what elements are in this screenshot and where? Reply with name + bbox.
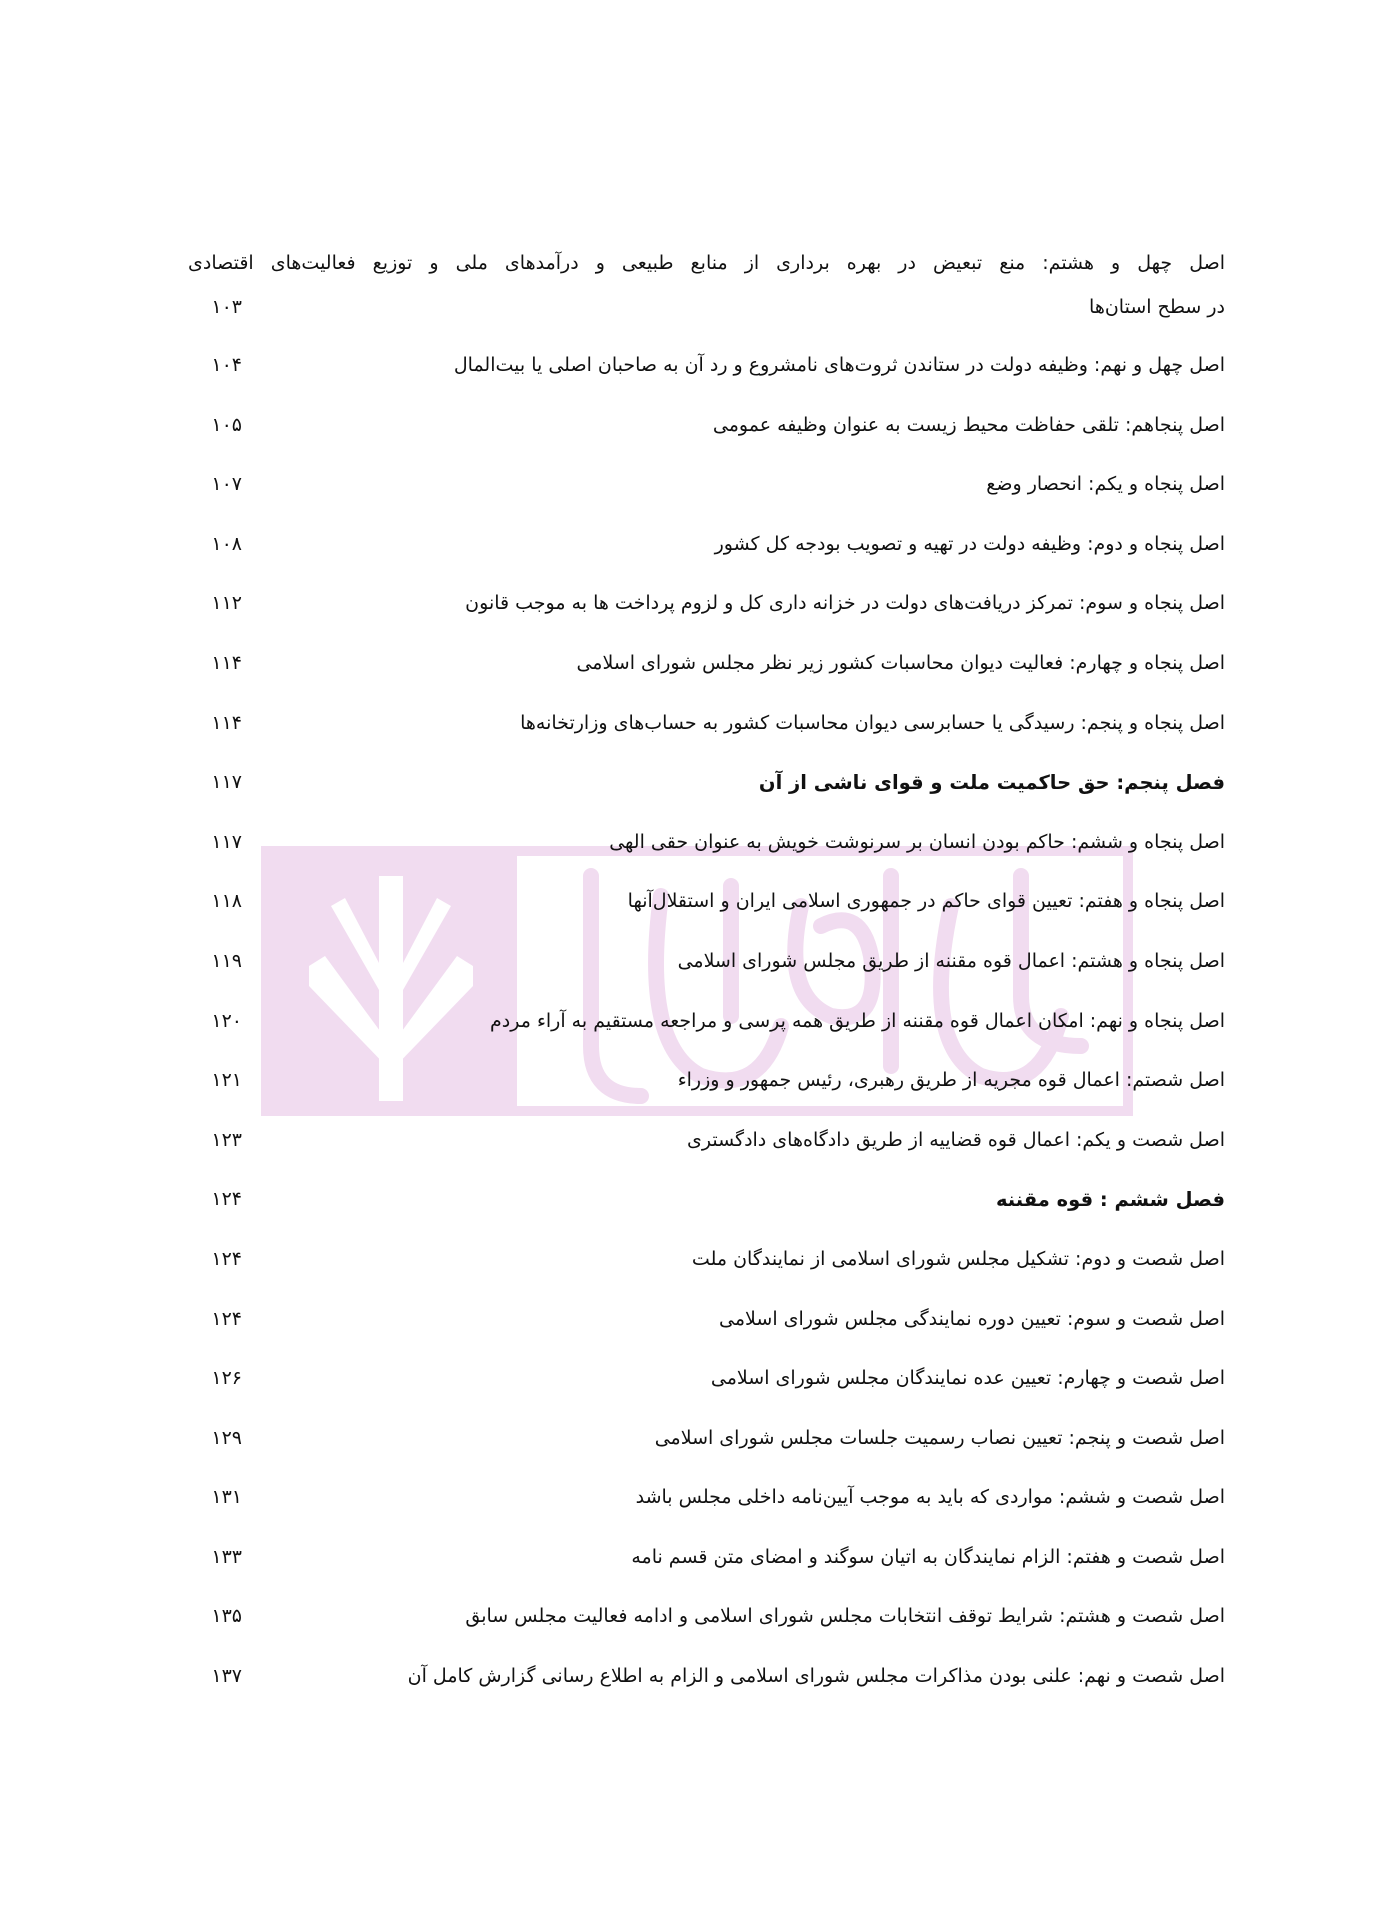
toc-page-number: ۱۱۹ bbox=[211, 949, 242, 972]
toc-entry-title: فصل ششم : قوه مقننه bbox=[995, 1188, 1225, 1212]
toc-entry-title: اصل شصت و یکم: اعمال قوه قضاییه از طریق دادگاه‌های دادگستری bbox=[686, 1128, 1225, 1151]
toc-entry[interactable] bbox=[188, 241, 1225, 329]
toc-page-number: ۱۳۵ bbox=[211, 1605, 242, 1628]
toc-page-number: ۱۲۴ bbox=[211, 1247, 242, 1270]
toc-entry[interactable] bbox=[188, 1230, 1225, 1290]
toc-page-number: ۱۳۱ bbox=[211, 1486, 242, 1509]
toc-page-number: ۱۲۱ bbox=[211, 1069, 242, 1092]
toc-entry-title-line2: در سطح استان‌ها bbox=[1089, 296, 1225, 318]
toc-entry-title: اصل شصت و نهم: علنی بودن مذاکرات مجلس شورای اسلامی و الزام به اطلاع رسانی گزارش کامل آن bbox=[407, 1665, 1225, 1688]
toc-entry[interactable] bbox=[188, 694, 1225, 754]
toc-page-number: ۱۲۶ bbox=[211, 1367, 242, 1390]
toc-page-number: ۱۱۴ bbox=[211, 651, 242, 674]
toc-entry[interactable] bbox=[188, 1587, 1225, 1647]
toc-entry-title: اصل شصتم: اعمال قوه مجریه از طریق رهبری، رئیس جمهور و وزراء bbox=[677, 1069, 1225, 1092]
toc-entry-title: اصل پنجاهم: تلقی حفاظت محیط زیست به عنوان وظیفه عمومی bbox=[712, 413, 1225, 436]
toc-entry-title: اصل پنجاه و نهم: امکان اعمال قوه مقننه از طریق همه پرسی و مراجعه مستقیم به آراء مردم bbox=[490, 1009, 1225, 1032]
toc-entry-title: اصل شصت و سوم: تعیین دوره نمایندگی مجلس شورای اسلامی bbox=[719, 1307, 1225, 1330]
toc-entry-title: اصل شصت و دوم: تشکیل مجلس شورای اسلامی از نمایندگان ملت bbox=[691, 1247, 1225, 1270]
toc-entry[interactable] bbox=[188, 574, 1225, 634]
toc-page-number: ۱۲۴ bbox=[211, 1307, 242, 1330]
toc-entry-title: فصل پنجم: حق حاکمیت ملت و قوای ناشی از آن bbox=[758, 771, 1225, 795]
toc-entry[interactable] bbox=[188, 813, 1225, 873]
toc-page-number: ۱۲۳ bbox=[211, 1128, 242, 1151]
toc-entry[interactable] bbox=[188, 396, 1225, 456]
toc-entry-title: اصل پنجاه و یکم: انحصار وضع bbox=[986, 473, 1225, 496]
toc-entry[interactable] bbox=[188, 992, 1225, 1052]
toc-page-number: ۱۲۹ bbox=[211, 1426, 242, 1449]
toc-entry[interactable] bbox=[188, 1349, 1225, 1409]
toc-page-number: ۱۳۳ bbox=[211, 1545, 242, 1568]
toc-page-number: ۱۰۵ bbox=[211, 413, 242, 436]
toc-entry[interactable] bbox=[188, 1647, 1225, 1707]
toc-entry[interactable] bbox=[188, 336, 1225, 396]
toc-entry-title: اصل چهل و نهم: وظیفه دولت در ستاندن ثروت‌های نامشروع و رد آن به صاحبان اصلی یا بیت‌المال bbox=[453, 354, 1225, 376]
toc-entry-title: اصل شصت و ششم: مواردی که باید به موجب آیین‌نامه داخلی مجلس باشد bbox=[635, 1486, 1225, 1509]
toc-entry-title: اصل پنجاه و ششم: حاکم بودن انسان بر سرنوشت خویش به عنوان حقی الهی bbox=[609, 830, 1225, 853]
toc-entry[interactable] bbox=[188, 1409, 1225, 1469]
toc-entry-title: اصل شصت و هشتم: شرایط توقف انتخابات مجلس شورای اسلامی و ادامه فعالیت مجلس سابق bbox=[465, 1605, 1225, 1628]
toc-page-number: ۱۳۷ bbox=[211, 1665, 242, 1688]
toc-entry-title: اصل شصت و هفتم: الزام نمایندگان به اتیان سوگند و امضای متن قسم نامه bbox=[631, 1545, 1225, 1568]
toc-entry[interactable] bbox=[188, 1290, 1225, 1350]
toc-page-number: ۱۰۴ bbox=[211, 354, 242, 376]
toc-entry[interactable] bbox=[188, 1468, 1225, 1528]
toc-page-number: ۱۱۷ bbox=[211, 830, 242, 853]
toc-entry[interactable] bbox=[188, 515, 1225, 575]
toc-chapter-heading[interactable] bbox=[188, 753, 1225, 813]
toc-entry[interactable] bbox=[188, 634, 1225, 694]
toc-entry[interactable] bbox=[188, 1528, 1225, 1588]
toc-entry-title: اصل شصت و پنجم: تعیین نصاب رسمیت جلسات مجلس شورای اسلامی bbox=[654, 1426, 1225, 1449]
toc-entry-title: اصل پنجاه و سوم: تمرکز دریافت‌های دولت در خزانه داری کل و لزوم پرداخت ها به موجب قانون bbox=[465, 592, 1225, 615]
toc-chapter-heading[interactable] bbox=[188, 1170, 1225, 1230]
toc-page-number: ۱۰۳ bbox=[211, 296, 242, 318]
toc-page-number: ۱۰۷ bbox=[211, 473, 242, 496]
toc-page-number: ۱۲۴ bbox=[211, 1188, 242, 1211]
toc-page-number: ۱۱۸ bbox=[211, 890, 242, 913]
toc-entry[interactable] bbox=[188, 455, 1225, 515]
toc-entry-title: اصل شصت و چهارم: تعیین عده نمایندگان مجلس شورای اسلامی bbox=[710, 1367, 1225, 1390]
toc-entry[interactable] bbox=[188, 1051, 1225, 1111]
toc-entry[interactable] bbox=[188, 872, 1225, 932]
toc-entry-title: اصل پنجاه و پنجم: رسیدگی یا حسابرسی دیوان محاسبات کشور به حساب‌های وزارتخانه‌ها bbox=[520, 711, 1225, 734]
toc-entry-title: اصل پنجاه و چهارم: فعالیت دیوان محاسبات کشور زیر نظر مجلس شورای اسلامی bbox=[576, 651, 1225, 674]
toc-page-number: ۱۱۷ bbox=[211, 771, 242, 794]
table-of-contents bbox=[188, 241, 1225, 1707]
toc-page-number: ۱۲۰ bbox=[211, 1009, 242, 1032]
toc-page-number: ۱۰۸ bbox=[211, 532, 242, 555]
toc-entry-title: اصل پنجاه و دوم: وظیفه دولت در تهیه و تصویب بودجه کل کشور bbox=[714, 532, 1225, 555]
toc-entry[interactable] bbox=[188, 1111, 1225, 1171]
toc-entry-title: اصل پنجاه و هشتم: اعمال قوه مقننه از طریق مجلس شورای اسلامی bbox=[677, 949, 1225, 972]
toc-entry-title-line1: اصل چهل و هشتم: منع تبعیض در بهره برداری از منابع طبیعی و درآمدهای ملی و توزیع فعالیت‌های اقتصادی bbox=[188, 252, 1225, 274]
toc-page-number: ۱۱۲ bbox=[211, 592, 242, 615]
toc-entry[interactable] bbox=[188, 932, 1225, 992]
toc-entry-title: اصل پنجاه و هفتم: تعیین قوای حاکم در جمهوری اسلامی ایران و استقلال‌آنها bbox=[627, 890, 1225, 913]
toc-page-number: ۱۱۴ bbox=[211, 711, 242, 734]
